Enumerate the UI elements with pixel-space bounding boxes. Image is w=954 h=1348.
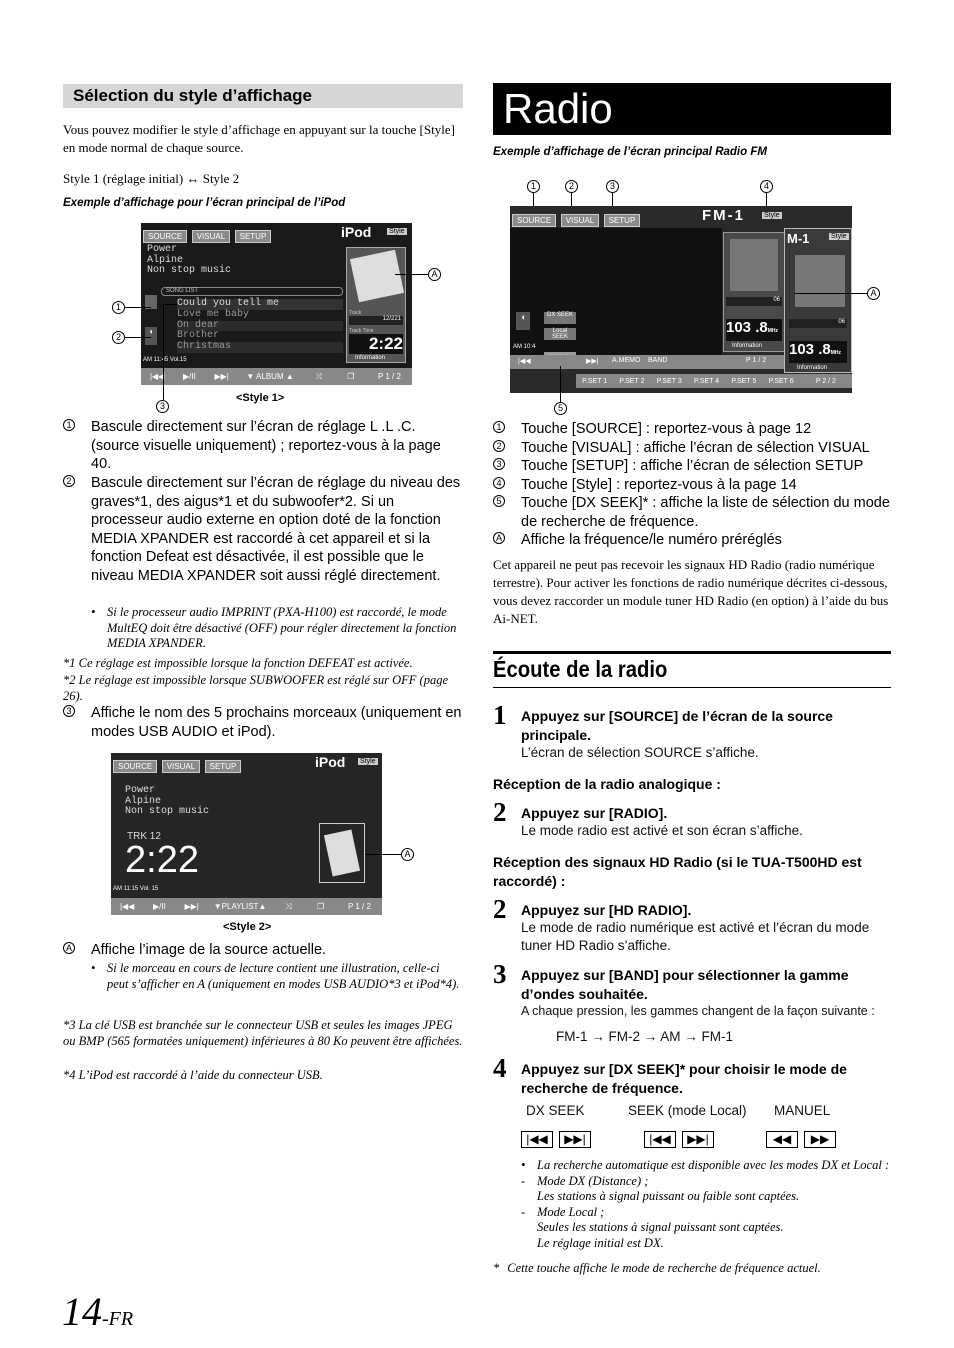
- seek-buttons-dx: [521, 1131, 597, 1148]
- list-item: 3 Affiche le nom des 5 prochains morceaux (uniquement en modes USB AUDIO et iPod).: [63, 704, 463, 741]
- ipod-style2-screen: [111, 753, 382, 915]
- song-item[interactable]: Love me baby: [177, 308, 250, 320]
- status-line: AM 11:15 Vol. 15: [113, 886, 159, 892]
- seek-mode-label: SEEK (mode Local): [628, 1103, 747, 1118]
- footnote-star: * Cette touche affiche le mode de recherche de fréquence actuel.: [493, 1261, 821, 1275]
- radio-key-list: [493, 420, 891, 550]
- sound-button[interactable]: ◖: [516, 312, 530, 330]
- album-button[interactable]: ▼ ALBUM ▲: [246, 372, 294, 381]
- page-button[interactable]: P 1 / 2: [347, 902, 371, 911]
- preset-number: 06: [789, 319, 847, 328]
- tab-setup[interactable]: SETUP: [235, 230, 272, 243]
- itemA-note: • Si le morceau en cours de lecture contient une illustration, celle-ci peut s’afficher en A (uniquement en modes USB AUDIO*3 et iPod*4).: [91, 961, 460, 991]
- seek-next-icon: ▶▶|: [682, 1131, 714, 1148]
- rewind-icon: ◀◀: [766, 1131, 798, 1148]
- step-2a-result: Le mode radio est activé et son écran s’affiche.: [521, 823, 803, 838]
- item2-note: • Si le processeur audio IMPRINT (PXA-H100) est raccordé, le mode MultEQ doit être désactivé (OFF) pour régler directement la fonction MEDIA XPANDER.: [91, 605, 457, 650]
- info-line: Alpine: [147, 254, 184, 266]
- style2-caption: <Style 2>: [223, 921, 272, 933]
- preset-button[interactable]: P.SET 3: [656, 377, 682, 385]
- local-seek-button[interactable]: Local SEEK: [544, 328, 576, 340]
- preset-bar: [576, 374, 852, 388]
- info-line: Non stop music: [147, 265, 232, 276]
- song-item[interactable]: Could you tell me: [177, 299, 343, 310]
- tab-source[interactable]: SOURCE: [512, 214, 556, 227]
- step-2b-instruction: Appuyez sur [HD RADIO].: [521, 902, 692, 918]
- seek-down-button[interactable]: |◀◀: [518, 358, 531, 365]
- intro-paragraph: Vous pouvez modifier le style d’affichage en appuyant sur la touche [Style] en mode normal de chaque source.: [63, 122, 455, 155]
- repeat-icon[interactable]: ❐: [317, 902, 325, 911]
- information-label[interactable]: Information: [797, 365, 828, 371]
- step-number: 4: [493, 1053, 507, 1083]
- seek-mode-label: DX SEEK: [526, 1103, 585, 1118]
- time-label: Track Time: [349, 328, 374, 334]
- sound-button[interactable]: ◖: [145, 327, 157, 345]
- section-title-style: Sélection du style d’affichage: [63, 84, 463, 108]
- callout-line: [125, 307, 151, 308]
- song-item[interactable]: Brother: [177, 330, 220, 342]
- repeat-icon[interactable]: ❐: [347, 372, 355, 381]
- playlist-button[interactable]: ▼PLAYLIST▲: [213, 902, 267, 911]
- seek-buttons-local: [644, 1131, 720, 1148]
- callout-a: A: [867, 287, 880, 300]
- frequency-display: 103 .8MHz: [726, 319, 782, 341]
- callout-line: [395, 274, 428, 275]
- shuffle-icon[interactable]: ⤨: [285, 901, 292, 911]
- play-pause-button[interactable]: ▶/II: [182, 372, 196, 381]
- callout-4: 4: [760, 180, 773, 193]
- example-caption-radio: Exemple d’affichage de l’écran principal Radio FM: [493, 146, 767, 158]
- step-4-instruction: Appuyez sur [DX SEEK]* pour choisir le mode de recherche de fréquence.: [521, 1061, 847, 1096]
- note-item: Les stations à signal puissant ou faible sont captées.: [537, 1189, 800, 1203]
- information-label[interactable]: Information: [355, 355, 386, 361]
- tab-source[interactable]: SOURCE: [113, 760, 157, 773]
- step-3-result: A chaque pression, les gammes changent de la façon suivante :: [521, 1004, 875, 1018]
- page-button[interactable]: P 2 / 2: [815, 377, 836, 385]
- callout-3: 3: [606, 180, 619, 193]
- info-lines: [125, 786, 209, 818]
- footnote-1: *1 Ce réglage est impossible lorsque la fonction DEFEAT est activée.: [63, 656, 413, 670]
- callout-3: 3: [156, 400, 169, 413]
- preset-panel-2: [784, 228, 852, 373]
- callout-2: 2: [112, 331, 125, 344]
- preset-panel-1: [723, 232, 785, 352]
- tab-visual[interactable]: VISUAL: [162, 760, 200, 773]
- amemo-button[interactable]: A.MEMO: [612, 357, 641, 364]
- ipod-style1-screen: [141, 223, 412, 385]
- bottom-button-bar: [141, 368, 412, 385]
- style-button[interactable]: Style: [764, 212, 780, 219]
- radio-title: Radio: [493, 83, 891, 135]
- time-value: 2:22: [125, 839, 199, 881]
- song-list: [177, 299, 343, 353]
- forward-icon: ▶▶: [804, 1131, 836, 1148]
- list-item: A Affiche l’image de la source actuelle.: [63, 941, 463, 960]
- artwork-frame: [319, 823, 365, 883]
- seek-prev-icon: |◀◀: [521, 1131, 553, 1148]
- step-number: 3: [493, 959, 507, 989]
- step-3-instruction: Appuyez sur [BAND] pour sélectionner la gamme d’ondes souhaitée.: [521, 967, 849, 1002]
- preset-number: 06: [726, 297, 782, 306]
- ecoute-heading: Écoute de la radio: [493, 656, 668, 682]
- heading-rule-bottom: [493, 687, 891, 688]
- band-cycle: FM-1 → FM-2 → AM → FM-1: [556, 1029, 733, 1044]
- page-number: 14-FR: [62, 1289, 134, 1334]
- step-number: 2: [493, 894, 507, 924]
- track-label: Track: [349, 310, 362, 316]
- callout-line: [795, 293, 867, 294]
- tab-setup[interactable]: SETUP: [604, 214, 641, 227]
- screen2-tabs: [113, 756, 241, 774]
- seek-notes: [521, 1158, 891, 1251]
- callout-a: A: [401, 848, 414, 861]
- callout-line: [533, 193, 534, 207]
- seek-buttons-manual: [766, 1131, 842, 1148]
- callout-line: [125, 337, 151, 338]
- seek-next-icon: ▶▶|: [559, 1131, 591, 1148]
- shuffle-icon[interactable]: ⤨: [315, 371, 322, 381]
- seek-mode-label: MANUEL: [774, 1103, 831, 1118]
- band-label: FM-1: [702, 207, 745, 224]
- info-lines: [147, 245, 231, 277]
- callout-line: [612, 193, 613, 207]
- radio-main-area: [510, 228, 722, 356]
- information-label[interactable]: Information: [732, 343, 763, 349]
- styles-line: Style 1 (réglage initial) ↔ Style 2: [63, 171, 240, 186]
- band-label-2: M-1: [787, 231, 810, 246]
- list-item: 5 Touche [DX SEEK]* : affiche la liste de sélection du mode de recherche de fréquence.: [493, 494, 891, 531]
- status-line: AM 11:45 Vol.15: [143, 357, 187, 363]
- callout-line: [571, 193, 572, 207]
- preset-button[interactable]: P.SET 5: [731, 377, 757, 385]
- info-line: Non stop music: [125, 806, 210, 817]
- list-item: A Affiche la fréquence/le numéro préréglés: [493, 531, 891, 550]
- note-item: - Mode DX (Distance) ;: [521, 1173, 649, 1188]
- callout-line: [766, 193, 767, 207]
- preset-button[interactable]: P.SET 2: [619, 377, 645, 385]
- page-button[interactable]: P 1 / 2: [746, 357, 767, 364]
- bottom-button-bar: [111, 898, 382, 915]
- callout-5: 5: [554, 402, 567, 415]
- callout-1: 1: [527, 180, 540, 193]
- radio-station-image: [795, 255, 845, 307]
- style-button[interactable]: Style: [360, 758, 376, 765]
- ipod-artwork-image: [350, 250, 404, 303]
- next-button[interactable]: ▶▶|: [184, 902, 199, 911]
- track-number: TRK 12: [127, 831, 161, 842]
- info-line: Power: [125, 785, 156, 796]
- callout-line: [366, 854, 401, 855]
- hd-heading: Réception des signaux HD Radio (si le TUA-T500HD est raccordé) :: [493, 854, 862, 889]
- tab-visual[interactable]: VISUAL: [561, 214, 599, 227]
- seek-prev-icon: |◀◀: [644, 1131, 676, 1148]
- artwork-panel: [346, 247, 406, 363]
- list-item: 1 Touche [SOURCE] : reportez-vous à page 12: [493, 420, 891, 439]
- song-list-bar[interactable]: SONG LIST: [161, 287, 343, 296]
- band-button[interactable]: BAND: [648, 357, 668, 364]
- step-2a-instruction: Appuyez sur [RADIO].: [521, 805, 668, 821]
- tab-visual[interactable]: VISUAL: [192, 230, 230, 243]
- note-item: • La recherche automatique est disponible avec les modes DX et Local :: [521, 1158, 890, 1172]
- dx-seek-button[interactable]: DX SEEK: [544, 312, 576, 324]
- style1-caption: <Style 1>: [236, 392, 285, 404]
- style-button-2[interactable]: Style: [831, 233, 847, 240]
- step-number: 1: [493, 700, 507, 730]
- next-button[interactable]: ▶▶|: [214, 372, 229, 381]
- list-item: 4 Touche [Style] : reportez-vous à la page 14: [493, 476, 891, 495]
- time-value: 2:22: [349, 334, 403, 354]
- seek-up-button[interactable]: ▶▶|: [586, 358, 599, 365]
- example-caption-ipod: Exemple d’affichage pour l’écran principal de l’iPod: [63, 197, 346, 209]
- page-button[interactable]: P 1 / 2: [377, 372, 401, 381]
- radio-tabs: [512, 210, 640, 228]
- note-item: Le réglage initial est DX.: [537, 1235, 664, 1250]
- style-button[interactable]: Style: [389, 228, 405, 235]
- step-2b-result: Le mode de radio numérique est activé et l’écran du mode tuner HD Radio s’affiche.: [521, 920, 870, 953]
- step-number: 2: [493, 797, 507, 827]
- prev-button[interactable]: |◀◀: [119, 902, 135, 911]
- prev-button[interactable]: |◀◀: [149, 372, 165, 381]
- heading-rule-top: [493, 651, 891, 654]
- list-item: 1 Bascule directement sur l’écran de réglage L .L .C. (source visuelle uniquement) ; reportez-vous à la page 40.: [63, 418, 463, 474]
- list-item: 2 Bascule directement sur l’écran de réglage du niveau des graves*1, des aigus*1 et du subwoofer*2. Si un processeur audio externe en option doté de la fonction MEDIA XPANDER est raccordé à cet appareil et si la fonction Defeat est désactivée, il est possible que le niveau MEDIA XPANDER soit aussi réglé directement.: [63, 474, 463, 585]
- tab-setup[interactable]: SETUP: [205, 760, 242, 773]
- callout-line: [560, 366, 561, 402]
- info-line: Alpine: [125, 795, 162, 807]
- callout-line: [163, 304, 177, 305]
- callout-1: 1: [112, 301, 125, 314]
- callout-line: [163, 304, 164, 400]
- callout-2: 2: [565, 180, 578, 193]
- preset-button[interactable]: P.SET 6: [768, 377, 794, 385]
- preset-button[interactable]: P.SET 1: [582, 377, 608, 385]
- radio-button-bar: [510, 355, 784, 369]
- step-1-result: L’écran de sélection SOURCE s’affiche.: [521, 745, 759, 760]
- footnote-2: *2 Le réglage est impossible lorsque SUBWOOFER est réglé sur OFF (page 26).: [63, 673, 449, 703]
- ipod-artwork-image: [324, 830, 360, 877]
- info-line: Power: [147, 244, 178, 255]
- analog-heading: Réception de la radio analogique :: [493, 776, 721, 792]
- tab-source[interactable]: SOURCE: [143, 230, 187, 243]
- note-item: Seules les stations à signal puissant sont captées.: [537, 1220, 784, 1234]
- radio-station-image: [730, 239, 778, 291]
- footnote-3: *3 La clé USB est branchée sur le connecteur USB et seules les images JPEG ou BMP (565 formatées uniquement) inférieures à 80 Ko peuvent être affichées.: [63, 1018, 463, 1048]
- status-line: AM 10:4: [513, 344, 536, 350]
- callout-a: A: [428, 268, 441, 281]
- list-item: 2 Touche [VISUAL] : affiche l’écran de sélection VISUAL: [493, 439, 891, 458]
- song-item[interactable]: Christmas: [177, 342, 343, 353]
- footnote-4: *4 L’iPod est raccordé à l’aide du connecteur USB.: [63, 1068, 323, 1082]
- note-item: - Mode Local ;: [521, 1204, 605, 1219]
- source-name: iPod: [341, 224, 372, 240]
- radio-fm-screen: [510, 206, 852, 393]
- play-pause-button[interactable]: ▶/II: [152, 902, 166, 911]
- step-1-instruction: Appuyez sur [SOURCE] de l’écran de la source principale.: [521, 708, 833, 743]
- list-item: 3 Touche [SETUP] : affiche l’écran de sélection SETUP: [493, 457, 891, 476]
- screen1-tabs: [143, 226, 271, 244]
- song-item[interactable]: On dear: [177, 321, 343, 332]
- hd-radio-paragraph: Cet appareil ne peut pas recevoir les signaux HD Radio (radio numérique terrestre). Pour activer les fonctions de radio numérique décrites ci-dessous, vous devez raccorder un module tuner HD Radio (en option) à l’aide du bus Ai-NET.: [493, 557, 889, 626]
- preset-button[interactable]: P.SET 4: [694, 377, 720, 385]
- track-value: 12/221: [349, 316, 403, 325]
- frequency-display: 103 .8MHz: [789, 341, 847, 363]
- source-name: iPod: [315, 754, 346, 770]
